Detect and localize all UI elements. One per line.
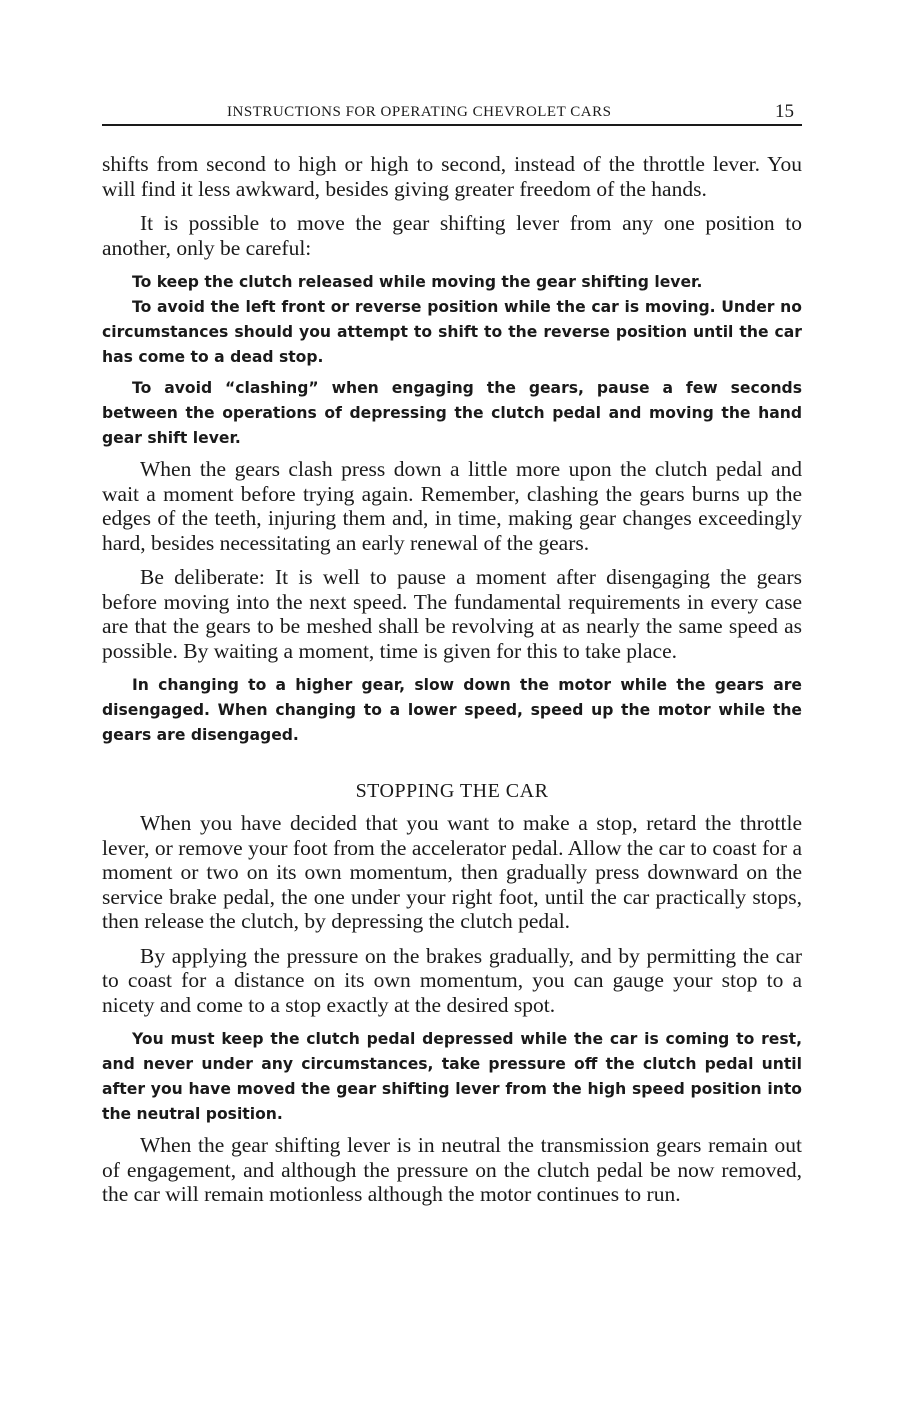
paragraph-gear-shifting: It is possible to move the gear shifting lever from any one position to another, only be careful: (102, 211, 802, 260)
paragraph-make-stop: When you have decided that you want to make a stop, retard the throttle lever, or remove your foot from the accelerator pedal. Allow the car to coast for a moment or two on its own momentum, then gradually press downward on the service brake pedal, the one under your right foot, until the car practically stops, then release the clutch, by depressing the clutch pedal. (102, 811, 802, 933)
paragraph-gears-clash: When the gears clash press down a little more upon the clutch pedal and wait a moment before trying again. Remember, clashing the gears burns up the edges of the teeth, injuring them and, in time, making gear changes exceedingly hard, besides necessitating an early renewal of the gears. (102, 457, 802, 555)
running-header (102, 100, 802, 126)
caution-reverse-position: To avoid the left front or reverse position while the car is moving. Under no circumstances should you attempt to shift to the reverse position until the car has come to a dead stop. (102, 298, 802, 366)
running-title: INSTRUCTIONS FOR OPERATING CHEVROLET CARS (227, 104, 612, 120)
page-number: 15 (775, 101, 794, 122)
caution-clutch-depressed: You must keep the clutch pedal depressed while the car is coming to rest, and never under any circumstances, take pressure off the clutch pedal until after you have moved the gear shifting lever from the high speed position into the neutral position. (102, 1030, 802, 1123)
paragraph-applying-brakes: By applying the pressure on the brakes gradually, and by permitting the car to coast for a distance on its own momentum, you can gauge your stop to a nicety and come to a stop exactly at the desired spot. (102, 943, 802, 1017)
caution-clashing: To avoid “clashing” when engaging the gears, pause a few seconds between the operations of depressing the clutch pedal and moving the hand gear shift lever. (102, 379, 802, 447)
caution-changing-gear: In changing to a higher gear, slow down the motor while the gears are disengaged. When changing to a lower speed, speed up the motor while the gears are disengaged. (102, 676, 802, 744)
section-heading: STOPPING THE CAR (355, 780, 549, 802)
paragraph-neutral: When the gear shifting lever is in neutral the transmission gears remain out of engagement, and although the pressure on the clutch pedal be now removed, the car will remain motionless although the motor continues to run. (102, 1133, 802, 1206)
paragraph-be-deliberate: Be deliberate: It is well to pause a moment after disengaging the gears before moving into the next speed. The fundamental requirements in every case are that the gears to be meshed shall be revolving at as nearly the same speed as possible. By waiting a moment, time is given for this to take place. (102, 565, 802, 663)
paragraph-throttle: shifts from second to high or high to second, instead of the throttle lever. You will find it less awkward, besides giving greater freedom of the hands. (102, 152, 802, 201)
page-body (102, 152, 802, 1207)
caution-clutch-released: To keep the clutch released while moving the gear shifting lever. (132, 273, 703, 291)
book-page (102, 100, 802, 1217)
